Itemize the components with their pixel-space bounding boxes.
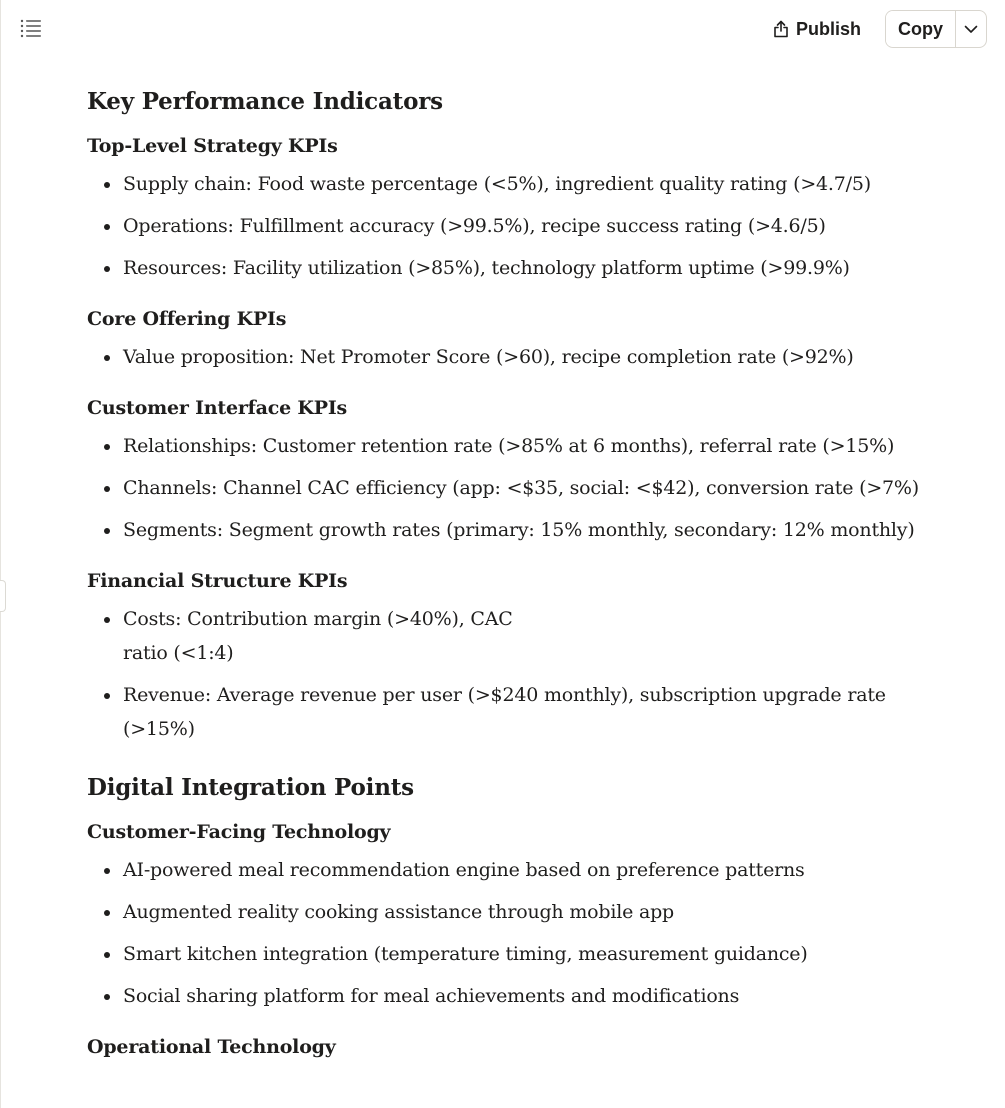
copy-button[interactable]: Copy xyxy=(886,11,955,47)
list-item: Segments: Segment growth rates (primary: 15% monthly, secondary: 12% monthly) xyxy=(87,513,947,547)
heading-operational-technology: Operational Technology xyxy=(87,1036,336,1058)
chevron-down-icon xyxy=(964,24,978,34)
document-content xyxy=(87,86,947,1061)
list-icon xyxy=(20,18,42,38)
copy-options-button[interactable] xyxy=(955,11,986,47)
list-financial-structure-kpis xyxy=(87,602,947,746)
publish-label: Publish xyxy=(795,18,861,39)
heading-customer-interface-kpis: Customer Interface KPIs xyxy=(87,397,348,419)
list-item: AI-powered meal recommendation engine based on preference patterns xyxy=(87,853,947,887)
table-of-contents-button[interactable] xyxy=(18,15,44,41)
list-item: Operations: Fulfillment accuracy (>99.5%), recipe success rating (>4.6/5) xyxy=(87,209,947,243)
list-item: Value proposition: Net Promoter Score (>60), recipe completion rate (>92%) xyxy=(87,340,947,374)
toolbar xyxy=(759,10,987,48)
list-item: Channels: Channel CAC efficiency (app: <$35, social: <$42), conversion rate (>7%) xyxy=(87,471,947,505)
list-item: Social sharing platform for meal achievements and modifications xyxy=(87,979,947,1013)
list-item: Augmented reality cooking assistance through mobile app xyxy=(87,895,947,929)
list-top-level-kpis xyxy=(87,167,947,285)
list-item: Supply chain: Food waste percentage (<5%), ingredient quality rating (>4.7/5) xyxy=(87,167,947,201)
list-item: Revenue: Average revenue per user (>$240 monthly), subscription upgrade rate (>15%) xyxy=(87,678,947,746)
list-customer-facing-technology xyxy=(87,853,947,1013)
share-upload-icon xyxy=(773,20,789,38)
list-item: Smart kitchen integration (temperature timing, measurement guidance) xyxy=(87,937,947,971)
list-item: Costs: Contribution margin (>40%), CAC ratio (<1:4) xyxy=(87,602,537,670)
section-title-digital-integration: Digital Integration Points xyxy=(87,774,414,801)
heading-top-level-kpis: Top-Level Strategy KPIs xyxy=(87,135,338,157)
heading-customer-facing-technology: Customer-Facing Technology xyxy=(87,821,391,843)
left-panel-border xyxy=(0,0,1,1108)
list-item: Relationships: Customer retention rate (>85% at 6 months), referral rate (>15%) xyxy=(87,429,947,463)
list-item: Resources: Facility utilization (>85%), technology platform uptime (>99.9%) xyxy=(87,251,947,285)
publish-button[interactable] xyxy=(759,11,875,47)
sidebar-resize-handle[interactable] xyxy=(0,580,6,612)
heading-financial-structure-kpis: Financial Structure KPIs xyxy=(87,570,348,592)
list-customer-interface-kpis xyxy=(87,429,947,547)
copy-button-group xyxy=(885,10,987,48)
section-title-kpi: Key Performance Indicators xyxy=(87,88,443,115)
list-core-offering-kpis xyxy=(87,340,947,374)
heading-core-offering-kpis: Core Offering KPIs xyxy=(87,308,287,330)
